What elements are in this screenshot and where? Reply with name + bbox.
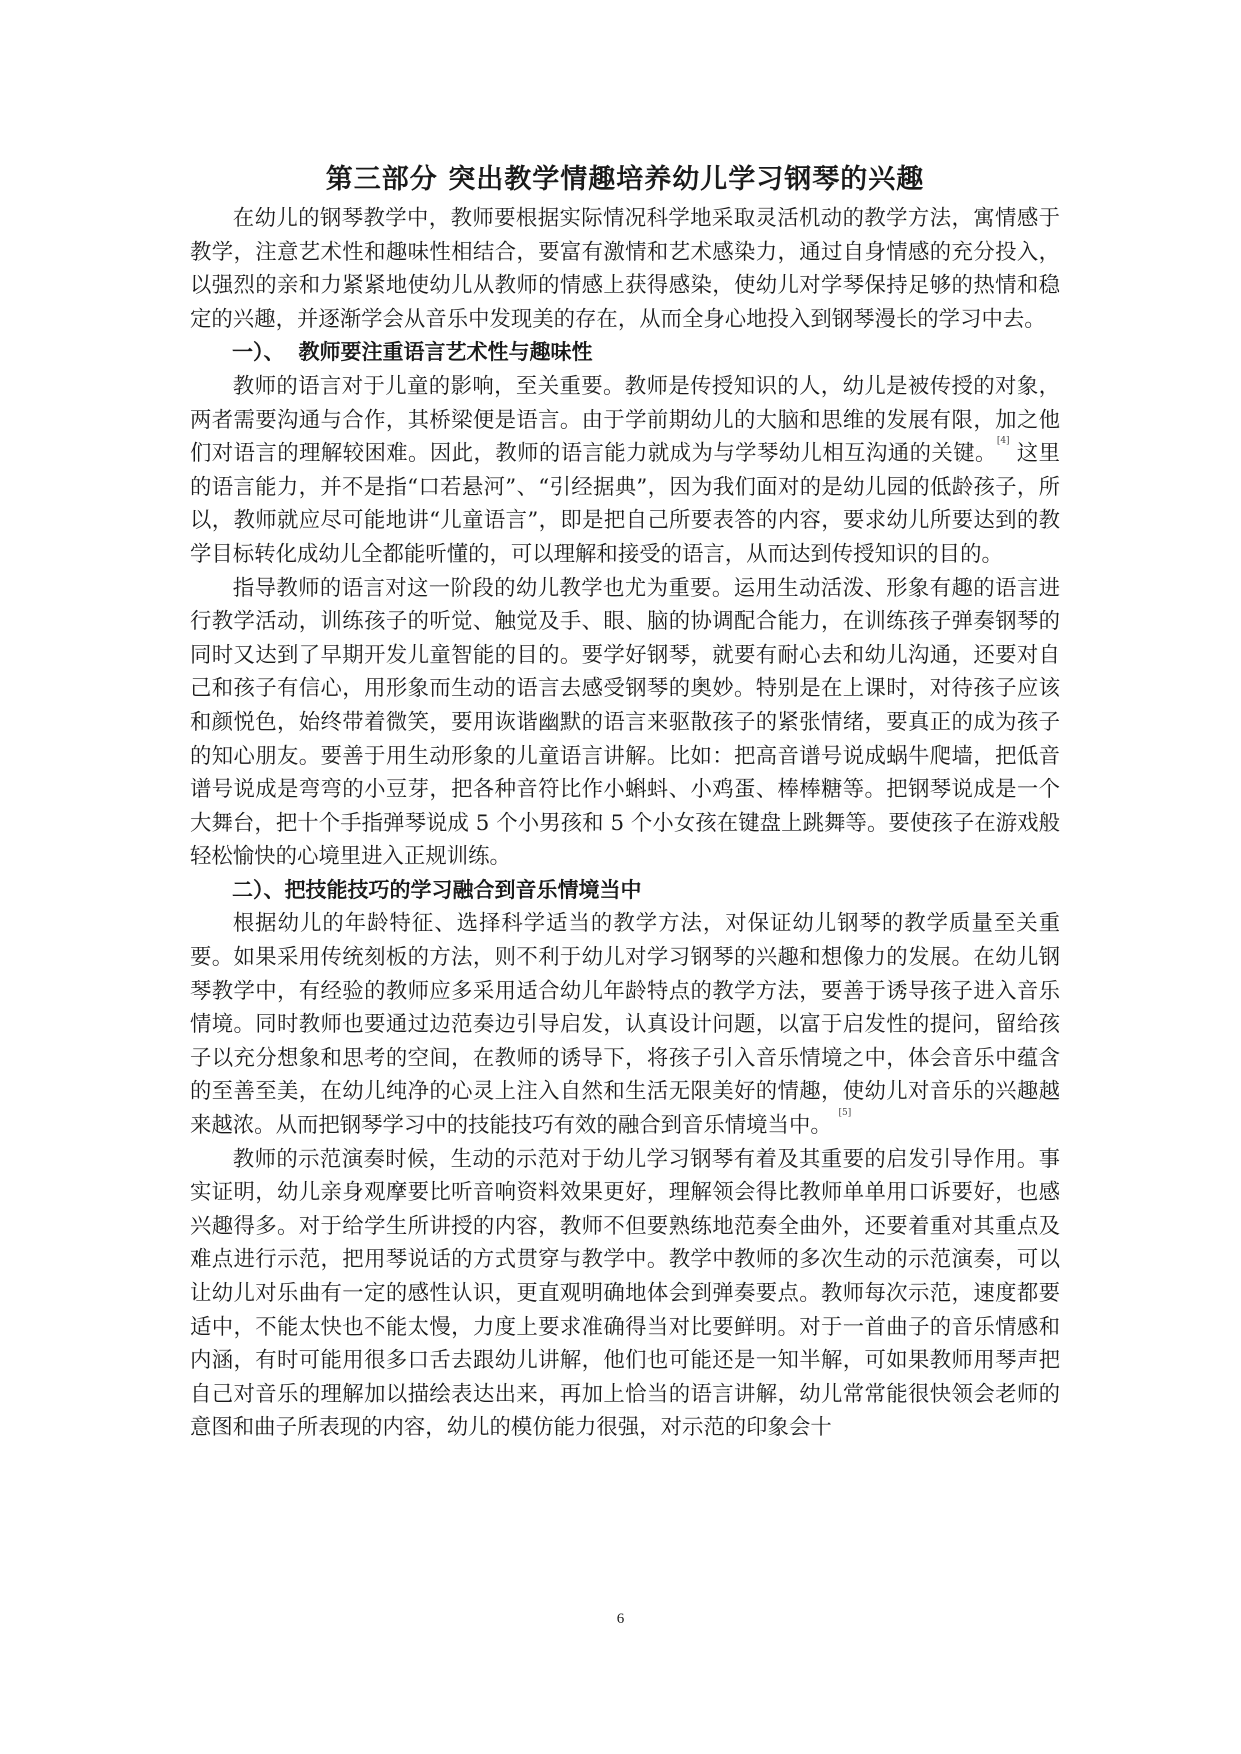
citation-ref-4: [4] bbox=[996, 436, 1010, 447]
section-1-paragraph-1 bbox=[190, 370, 1060, 572]
page-title: 第三部分 突出教学情趣培养幼儿学习钢琴的兴趣 bbox=[325, 164, 925, 195]
section-1-heading bbox=[190, 336, 1060, 370]
section-1-paragraph-2: 指导教师的语言对这一阶段的幼儿教学也尤为重要。运用生动活泼、形象有趣的语言进行教学活动，训练孩子的听觉、触觉及手、眼、脑的协调配合能力，在训练孩子弹奏钢琴的同时又达到了早期开发儿童智能的目的。要学好钢琴，就要有耐心去和幼儿沟通，还要对自己和孩子有信心，用形象而生动的语言去感受钢琴的奥妙。特别是在上课时，对待孩子应该和颜悦色，始终带着微笑，要用诙谐幽默的语言来驱散孩子的紧张情绪，要真正的成为孩子的知心朋友。要善于用生动形象的儿童语言讲解。比如：把高音谱号说成蜗牛爬墙，把低音谱号说成是弯弯的小豆芽，把各种音符比作小蝌蚪、小鸡蛋、棒棒糖等。把钢琴说成是一个大舞台，把十个手指弹琴说成 5 个小男孩和 5 个小女孩在键盘上跳舞等。要使孩子在游戏般轻松愉快的心境里进入正规训练。 bbox=[190, 575, 1060, 870]
intro-paragraph: 在幼儿的钢琴教学中，教师要根据实际情况科学地采取灵活机动的教学方法，寓情感于教学，注意艺术性和趣味性相结合，要富有激情和艺术感染力，通过自身情感的充分投入，以强烈的亲和力紧紧地使幼儿从教师的情感上获得感染，使幼儿对学琴保持足够的热情和稳定的兴趣，并逐渐学会从音乐中发现美的存在，从而全身心地投入到钢琴漫长的学习中去。 bbox=[190, 206, 1060, 332]
page-number: 6 bbox=[616, 1611, 625, 1627]
section-1-number: 一）、 bbox=[232, 340, 285, 365]
section-1-paragraph-1-continued: 这里的语言能力，并不是指“口若悬河”、“引经据典”，因为我们面对的是幼儿园的低龄孩子，所以，教师就应尽可能地讲“儿童语言”，即是把自己所要表答的内容，要求幼儿所要达到的教学目标转化成幼儿全都能听懂的，可以理解和接受的语言，从而达到传授知识的目的。 bbox=[190, 441, 1060, 567]
citation-ref-5: [5] bbox=[838, 1108, 852, 1119]
section-2-paragraph-2: 教师的示范演奏时候，生动的示范对于幼儿学习钢琴有着及其重要的启发引导作用。事实证明，幼儿亲身观摩要比听音响资料效果更好，理解领会得比教师单单用口诉要好，也感兴趣得多。对于给学生所讲授的内容，教师不但要熟练地范奏全曲外，还要着重对其重点及难点进行示范，把用琴说话的方式贯穿与教学中。教学中教师的多次生动的示范演奏，可以让幼儿对乐曲有一定的感性认识，更直观明确地体会到弹奏要点。教师每次示范，速度都要适中，不能太快也不能太慢，力度上要求准确得当对比要鲜明。对于一首曲子的音乐情感和内涵，有时可能用很多口舌去跟幼儿讲解，他们也可能还是一知半解，可如果教师用琴声把自己对音乐的理解加以描绘表达出来，再加上恰当的语言讲解，幼儿常常能很快领会老师的意图和曲子所表现的内容，幼儿的模仿能力很强，对示范的印象会十 bbox=[190, 1146, 1060, 1441]
document-page bbox=[190, 160, 1060, 1445]
section-2-paragraph-1-text: 根据幼儿的年龄特征、选择科学适当的教学方法，对保证幼儿钢琴的教学质量至关重要。如果采用传统刻板的方法，则不利于幼儿对学习钢琴的兴趣和想像力的发展。在幼儿钢琴教学中，有经验的教师应多采用适合幼儿年龄特点的教学方法，要善于诱导孩子进入音乐情境。同时教师也要通过边范奏边引导启发，认真设计问题，以富于启发性的提问，留给孩子以充分想象和思考的空间，在教师的诱导下，将孩子引入音乐情境之中，体会音乐中蕴含的至善至美，在幼儿纯净的心灵上注入自然和生活无限美好的情趣，使幼儿对音乐的兴趣越来越浓。从而把钢琴学习中的技能技巧有效的融合到音乐情境当中。 bbox=[190, 911, 1060, 1139]
section-1-title: 教师要注重语言艺术性与趣味性 bbox=[298, 340, 593, 365]
section-2-paragraph-1 bbox=[190, 907, 1060, 1142]
section-1-paragraph-1-text: 教师的语言对于儿童的影响，至关重要。教师是传授知识的人，幼儿是被传授的对象，两者需要沟通与合作，其桥梁便是语言。由于学前期幼儿的大脑和思维的发展有限，加之他们对语言的理解较困难。因此，教师的语言能力就成为与学琴幼儿相互沟通的关键。 bbox=[190, 373, 1060, 467]
section-2-heading: 二）、把技能技巧的学习融合到音乐情境当中 bbox=[232, 877, 642, 902]
